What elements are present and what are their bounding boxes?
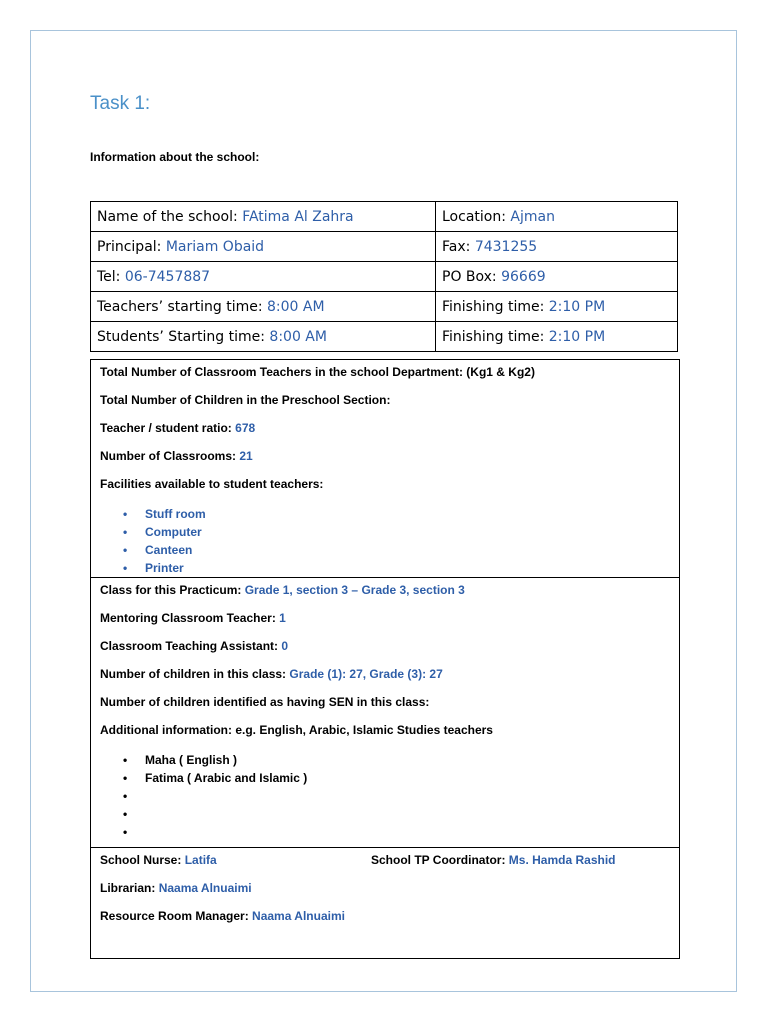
librarian-label: Librarian: xyxy=(100,881,156,895)
facilities-list xyxy=(91,505,206,577)
assistant-label: Classroom Teaching Assistant: xyxy=(100,639,279,653)
bullet-icon: • xyxy=(123,525,128,539)
list-item xyxy=(91,751,307,769)
list-item xyxy=(91,523,206,541)
principal-value: Mariam Obaid xyxy=(165,238,265,255)
location-value: Ajman xyxy=(510,208,555,225)
teacher-item: Maha ( English ) xyxy=(145,753,238,767)
teachers-start-value: 8:00 AM xyxy=(267,298,325,315)
teachers-list xyxy=(91,751,307,841)
nurse-line xyxy=(100,853,217,867)
principal-cell xyxy=(91,232,436,262)
teachers-finish-value: 2:10 PM xyxy=(548,298,606,315)
nurse-label: School Nurse: xyxy=(100,853,182,867)
fax-cell xyxy=(436,232,678,262)
list-item xyxy=(91,787,307,805)
fax-value: 7431255 xyxy=(474,238,538,255)
table-row xyxy=(91,322,678,352)
mentor-line xyxy=(100,611,286,625)
students-start-label: Students’ Starting time: xyxy=(97,328,265,345)
librarian-line xyxy=(100,881,252,895)
facilities-label: Facilities available to student teachers: xyxy=(100,477,324,491)
resource-line xyxy=(100,909,345,923)
school-name-cell xyxy=(91,202,436,232)
po-box-value: 96669 xyxy=(501,268,546,285)
po-box-cell xyxy=(436,262,678,292)
table-row xyxy=(91,292,678,322)
teacher-item: Fatima ( Arabic and Islamic ) xyxy=(145,771,308,785)
teachers-start-cell xyxy=(91,292,436,322)
classrooms-line xyxy=(100,449,253,463)
teachers-start-label: Teachers’ starting time: xyxy=(97,298,263,315)
table-row xyxy=(91,232,678,262)
principal-label: Principal: xyxy=(97,238,162,255)
bullet-icon: • xyxy=(123,807,128,821)
facility-item: Stuff room xyxy=(145,507,206,521)
coordinator-value: Ms. Hamda Rashid xyxy=(508,853,616,867)
ratio-line xyxy=(100,421,255,435)
class-line xyxy=(100,583,465,597)
coordinator-label: School TP Coordinator: xyxy=(371,853,506,867)
mentor-label: Mentoring Classroom Teacher: xyxy=(100,611,276,625)
list-item xyxy=(91,541,206,559)
task-title: Task 1: xyxy=(90,93,151,114)
intro-heading: Information about the school: xyxy=(90,150,260,164)
students-start-value: 8:00 AM xyxy=(269,328,327,345)
tel-label: Tel: xyxy=(97,268,121,285)
librarian-value: Naama Alnuaimi xyxy=(158,881,252,895)
list-item xyxy=(91,559,206,577)
bullet-icon: • xyxy=(123,561,128,575)
total-children-line: Total Number of Children in the Preschool Section: xyxy=(100,393,391,407)
tel-value: 06-7457887 xyxy=(124,268,211,285)
ratio-label: Teacher / student ratio: xyxy=(100,421,232,435)
bullet-icon: • xyxy=(123,753,128,767)
school-name-label: Name of the school: xyxy=(97,208,238,225)
assistant-line xyxy=(100,639,288,653)
location-label: Location: xyxy=(442,208,506,225)
mentor-value: 1 xyxy=(279,611,286,625)
list-item xyxy=(91,823,307,841)
students-finish-value: 2:10 PM xyxy=(548,328,606,345)
resource-value: Naama Alnuaimi xyxy=(252,909,345,923)
class-value: Grade 1, section 3 – Grade 3, section 3 xyxy=(244,583,465,597)
staff-box xyxy=(90,847,680,959)
class-info-box xyxy=(90,577,680,848)
fax-label: Fax: xyxy=(442,238,471,255)
school-name-value: FAtima Al Zahra xyxy=(242,208,354,225)
students-finish-label: Finishing time: xyxy=(442,328,545,345)
tel-cell xyxy=(91,262,436,292)
classrooms-label: Number of Classrooms: xyxy=(100,449,237,463)
facility-item: Printer xyxy=(145,561,184,575)
students-start-cell xyxy=(91,322,436,352)
total-teachers-line: Total Number of Classroom Teachers in the school Department: (Kg1 & Kg2) xyxy=(100,365,535,379)
assistant-value: 0 xyxy=(281,639,289,653)
classrooms-value: 21 xyxy=(239,449,253,463)
bullet-icon: • xyxy=(123,789,128,803)
table-row xyxy=(91,202,678,232)
ratio-value: 678 xyxy=(235,421,256,435)
students-finish-cell xyxy=(436,322,678,352)
sen-line: Number of children identified as having SEN in this class: xyxy=(100,695,430,709)
bullet-icon: • xyxy=(123,825,128,839)
po-box-label: PO Box: xyxy=(442,268,497,285)
facility-item: Computer xyxy=(145,525,202,539)
list-item xyxy=(91,505,206,523)
bullet-icon: • xyxy=(123,771,128,785)
school-info-table xyxy=(90,201,678,352)
teachers-finish-cell xyxy=(436,292,678,322)
bullet-icon: • xyxy=(123,543,128,557)
nurse-value: Latifa xyxy=(184,853,217,867)
location-cell xyxy=(436,202,678,232)
additional-info-line: Additional information: e.g. English, Arabic, Islamic Studies teachers xyxy=(100,723,493,737)
bullet-icon: • xyxy=(123,507,128,521)
list-item xyxy=(91,769,307,787)
school-stats-box xyxy=(90,359,680,578)
facility-item: Canteen xyxy=(145,543,193,557)
class-label: Class for this Practicum: xyxy=(100,583,242,597)
coordinator-line xyxy=(371,853,616,867)
list-item xyxy=(91,805,307,823)
children-value: Grade (1): 27, Grade (3): 27 xyxy=(289,667,443,681)
children-line xyxy=(100,667,443,681)
teachers-finish-label: Finishing time: xyxy=(442,298,545,315)
children-label: Number of children in this class: xyxy=(100,667,287,681)
table-row xyxy=(91,262,678,292)
resource-label: Resource Room Manager: xyxy=(100,909,249,923)
